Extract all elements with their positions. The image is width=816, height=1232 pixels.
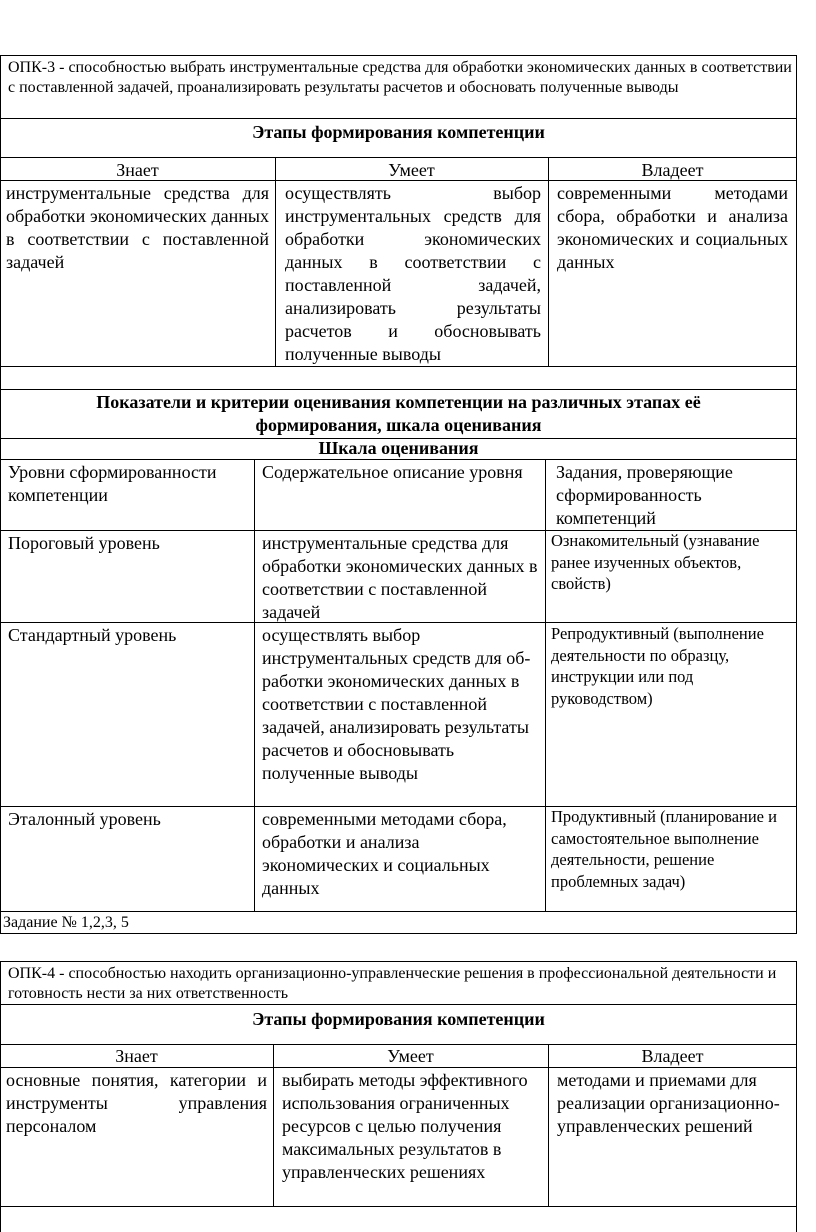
opk3-title: ОПК-3 - способностью выбрать инструментальные средства для обработки экономических данных в соответствии с поставленной задачей, проанализировать результаты расчетов и обосновать полученные выводы [8,59,792,96]
scale-col-tasks: Задания, проверяющие сформированность компетенций [556,462,733,528]
level-task: Продуктивный (планирование и самостоятельное выполнение деятельности, решение проблемных задач) [551,807,777,891]
opk4-can-cell: выбирать методы эффективного использования ограниченных ресурсов с целью получения максимальных результатов в управленческих решениях [282,1070,528,1182]
opk3-knows-cell: инструментальные средства для обработки экономических данных в соответствии с поставленной задачей [6,183,269,272]
col-header-can: Умеет [387,1046,434,1066]
assignment-numbers: Задание № 1,2,3, 5 [3,914,129,931]
level-description: осуществлять выбор инструментальных средств для об-работки экономических данных в соответствии с поставленной задачей, анализировать результаты расчетов и обосновывать полученные выводы [262,625,531,783]
col-header-can: Умеет [388,160,435,180]
col-header-owns: Владеет [641,160,704,180]
opk4-knows-cell: основные понятия, категории и инструменты управления персоналом [6,1070,267,1136]
level-description: современными методами сбора, обработки и анализа экономических и социальных данных [262,809,507,898]
level-name: Пороговый уровень [8,533,160,553]
level-name: Эталонный уровень [8,809,161,829]
opk3-owns-cell: современными методами сбора, обработки и анализа экономических и социальных данных [557,183,788,272]
scale-header: Шкала оценивания [318,438,479,458]
scale-col-levels: Уровни сформированности компетенции [8,462,217,505]
opk4-title: ОПК-4 - способностью находить организационно-управленческие решения в профессиональной деятельности и готовность нести за них ответственность [8,965,777,1002]
opk4-stages-header: Этапы формирования компетенции [252,1009,545,1029]
level-name: Стандартный уровень [8,625,177,645]
opk3-can-cell: осуществлять выбор инструментальных средств для обработки экономических данных в соответствии с поставленной задачей, анализировать результаты расчетов и обосновывать полученные выводы [285,183,541,364]
level-description: инструментальные средства для обработки экономических данных в соответствии с поставленной задачей [262,533,538,622]
opk4-owns-cell: методами и приемами для реализации организационно-управленческих решений [557,1070,780,1136]
criteria-header: Показатели и критерии оценивания компетенции на различных этапах её формирования, шкала оценивания [96,392,701,435]
col-header-owns: Владеет [641,1046,704,1066]
scale-col-description: Содержательное описание уровня [262,462,523,482]
opk3-stages-header: Этапы формирования компетенции [252,122,545,142]
col-header-knows: Знает [115,1046,158,1066]
col-header-knows: Знает [116,160,159,180]
level-task: Репродуктивный (выполнение деятельности по образцу, инструкции или под руководством) [551,624,764,708]
level-task: Ознакомительный (узнавание ранее изученных объектов, свойств) [551,531,760,593]
